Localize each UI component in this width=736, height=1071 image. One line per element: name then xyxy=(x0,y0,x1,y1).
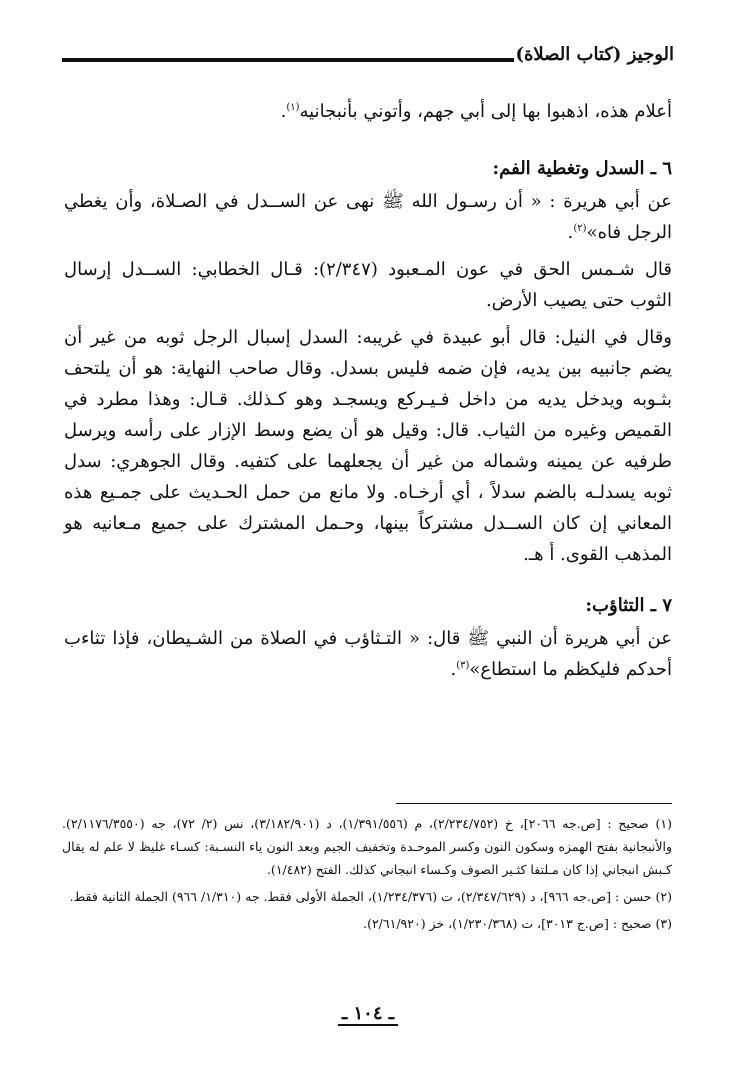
footnote-ref-1: (١) xyxy=(286,102,300,113)
footnotes xyxy=(62,812,672,939)
paragraph-intro-end: . xyxy=(280,101,287,122)
footnote-3: (٣) صحيح : [ص.ج ٣٠١٣]، ت (١/٢٣٠/٣٦٨)، خز (٢/٦١/٩٢٠). xyxy=(363,916,672,931)
paragraph-7-end: . xyxy=(450,659,457,680)
paragraph-6a xyxy=(64,186,672,248)
paragraph-intro-text: أعلام هذه، اذهبوا بها إلى أبي جهم، وأتوني بأنبجانيه xyxy=(299,101,672,122)
paragraph-7 xyxy=(64,623,672,685)
footnote-ref-2: (٢) xyxy=(573,223,587,234)
running-header xyxy=(62,44,674,70)
page-number xyxy=(0,1003,736,1024)
page-number-text: ـ ١٠٤ ـ xyxy=(338,1003,398,1026)
main-text xyxy=(64,96,672,691)
paragraph-6b: قال شـمس الحق في عون المـعبود (٢/٣٤٧): قـال الخطابي: الســدل إرسال الثوب حتى يصيب الأرض. xyxy=(64,259,672,311)
section-heading-7: ٧ ـ التثاؤب: xyxy=(585,595,672,616)
footnote-2: (٢) حسن : [ص.جه ٩٦٦]، د (٢/٣٤٧/٦٢٩)، ت (١/٢٣٤/٣٧٦)، الجملة الأولى فقط. جه (١/٣١٠/ ٩٦٦) الجملة الثانية فقط. xyxy=(69,889,672,904)
header-title: الوجيز (كتاب الصلاة) xyxy=(505,44,674,66)
footnote-1: (١) صحيح : [ص.جه ٢٠٦٦]، خ (٢/٢٣٤/٧٥٢)، م (١/٣٩١/٥٥٦)، د (٣/١٨٢/٩٠١)، نس (٢/ ٧٢)، جه (٢/١١٧٦/٣٥٥٠). والأنبجانية بفتح الهمزه وسكون النون وكسر الموحـدة وتخفيف الجيم وبعد النون ياء النسـبة: كسـاء غليظ لا علم له يقال كـبش انبجاني إذا كان مـلتفا كثـير الصوف وكـساء انبجاني كذلك. الفتح (١/٤٨٢). xyxy=(62,816,673,877)
paragraph-6c: وقال في النيل: قال أبو عبيدة في غريبه: السدل إسبال الرجل ثوبه من غير أن يضم جانبيه بين يديه، فإن ضمه فليس بسدل. وقال صاحب النهاية: هو أن يلتحف بثـوبه ويدخل يديه من داخل فـيـركع ويسجـد وهو كـذلك. قـال: وهذا مطرد في القميص وغيره من الثياب. قال: وقيل هو أن يضع وسط الإزار على رأسه ويرسل طرفيه عن يمينه وشماله من غير أن يجعلهما على كتفيه. وقال الجوهري: سدل ثوبه يسدلـه بالضم سدلاً ، أي أرخـاه. ولا مانع من حمل الحـديث على جمـيع هذه المعاني إن كان الســدل مشتركاً بينها، وحـمل المشترك على جميع مـعانيه هو المذهب القوى. أ هـ. xyxy=(64,327,672,565)
paragraph-6a-end: . xyxy=(567,222,574,243)
header-rule xyxy=(62,58,514,62)
footnote-ref-3: (٣) xyxy=(456,660,470,671)
footnote-divider xyxy=(396,803,672,804)
paragraph-intro xyxy=(64,96,672,127)
paragraph-7-text: عن أبي هريرة أن النبي ﷺ قال: « التـثاؤب في الصلاة من الشـيطان، فإذا تثاءب أحدكم فليكظم ما استطاع» xyxy=(64,628,672,680)
section-heading-6: ٦ ـ السدل وتغطية الفم: xyxy=(492,158,672,179)
paragraph-6a-text: عن أبي هريرة : « أن رسـول الله ﷺ نهى عن الســدل في الصـلاة، وأن يغطي الرجل فاه» xyxy=(64,191,672,243)
